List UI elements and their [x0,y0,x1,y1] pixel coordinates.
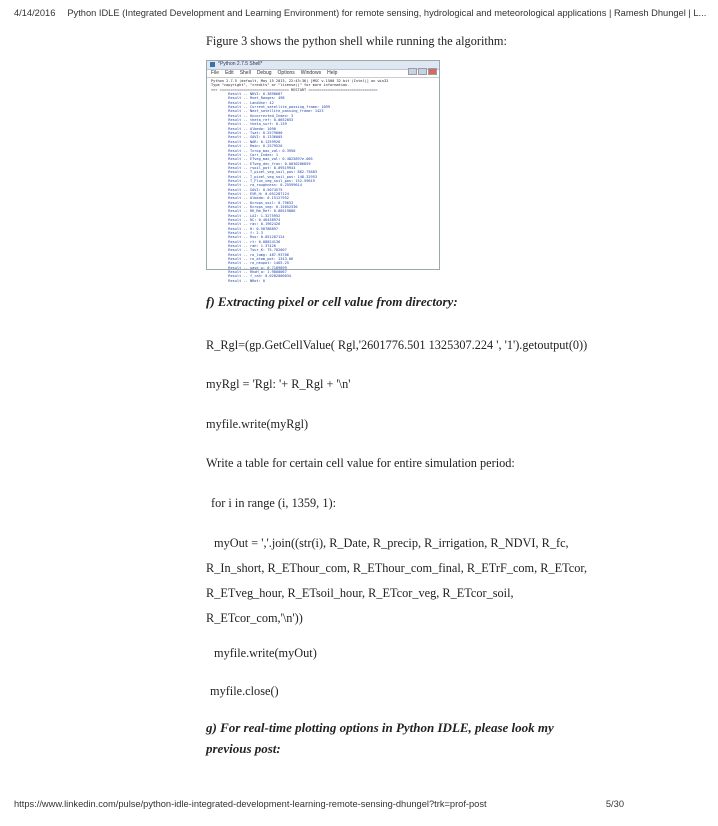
maximize-icon [418,68,427,75]
menu-help: Help [327,70,338,76]
menu-shell: Shell [239,70,251,76]
shell-result-line: Result -- LAI: 1.3275952 [211,213,281,218]
shell-result-line: Result -- Rnet_Ranges: 498 [211,96,285,101]
minimize-icon [408,68,417,75]
shell-result-line: Result -- T_pixel_veg_soil_pos: 148.32953 [211,174,318,179]
shell-result-line: Result -- ra_roughness: 0.25599614 [211,183,302,188]
shell-banner-line: Type "copyright", "credits" or "license()" for more information. [211,83,350,88]
code-line: myfile.write(myOut) [214,646,317,660]
shell-result-line: Result -- RH_Rm_Ref: 0.88519886 [211,209,296,214]
code-line: myRgl = 'Rgl: '+ R_Rgl + '\n' [206,377,351,391]
shell-result-line: Result -- theta_surf: 0.139 [211,122,287,127]
shell-result-line: Result -- Tsur_K: 75.702007 [211,248,287,253]
shell-result-line: Result -- ETveg_dec_frac: 0.0030286859 [211,161,311,166]
shell-result-line: Result -- Tsat: 0.2579000 [211,131,283,136]
shell-result-line: Result -- theta_ref: 0.0652053 [211,118,294,123]
shell-result-line: Result -- ETveg_max_val: 0.4825897e-005 [211,157,313,162]
shell-result-line: Result -- T_Flux_veg_soil_pos: 152.59619 [211,178,315,183]
close-icon [428,68,437,75]
shell-banner-line: Python 2.7.5 (default, May 15 2013, 22:43:36) [MSC v.1500 32 bit (Intel)] on win32 [211,79,389,83]
shell-result-line: Result -- Albedo: 0.15127952 [211,196,289,201]
shell-output [207,78,439,284]
section-f-heading: f) Extracting pixel or cell value from directory: [206,294,458,309]
shell-result-line: Result -- Tcrop_max_val: 0.3950 [211,148,296,153]
shell-title-bar [207,61,439,70]
section-g-heading: previous post: [206,741,281,756]
header-date: 4/14/2016 [14,8,56,18]
shell-result-line: Result -- Current_satellite_passing_frame: 1099 [211,105,330,110]
header-title: Python IDLE (Integrated Development and Learning Environment) for remote sensing, hydrological and meteorological applications | Ramesh Dhungel | L... [67,8,707,18]
section-g-heading: g) For real-time plotting options in Python IDLE, please look my [206,720,554,735]
code-line: R_ETveg_hour, R_ETsoil_hour, R_ETcor_veg, R_ETcor_soil, [206,586,514,600]
footer-page-number: 5/30 [605,799,624,809]
shell-result-line: Result -- T_pixel_veg_soil_pos: 862.75683 [211,170,318,175]
shell-result-line: Result -- Rmin: 0.2579520 [211,144,283,149]
menu-debug: Debug [256,70,272,76]
shell-result-line: Result -- Next_satellite_passing_frame: 1423 [211,109,324,114]
page-header [14,8,707,18]
footer-url: https://www.linkedin.com/pulse/python-idle-integrated-development-learning-remote-sensing-dhungel?trk=prof-post [14,799,487,809]
code-line: myfile.close() [210,684,279,698]
shell-result-line: Result -- f: 2.3 [211,231,263,236]
shell-result-line: Result -- rt: 0.08824136 [211,239,281,244]
shell-result-line: Result -- Uncorrected_Index: 3 [211,113,294,118]
shell-result-line: Result -- rac: 0.1962426 [211,222,281,227]
shell-result-line: Result -- ro_atom_pot: 1343.06 [211,257,294,262]
shell-result-line: Result -- Albedo: 1090 [211,126,276,131]
shell-menu-bar [207,70,439,78]
python-icon [210,62,215,67]
code-line: R_Rgl=(gp.GetCellValue( Rgl,'2601776.501 1325307.224 ', '1').getoutput(0)) [206,338,588,352]
shell-result-line: Result -- RC: 0.46438974 [211,218,281,222]
shell-title: *Python 2.7.5 Shell* [218,61,263,67]
code-line: myfile.write(myRgl) [206,417,309,431]
menu-file: File [211,70,220,76]
shell-result-line: Result -- Kcrops_veg: 0.15052530 [211,204,298,209]
shell-result-line: Result -- ro_neupot: 1465.25 [211,261,289,266]
shell-result-line: Result -- Kcrops_soil: 0.79653 [211,200,294,205]
shell-result-line: Result -- NAR: 0.1259926 [211,139,281,144]
shell-result-line: Result -- NDVI: 0.3890687 [211,92,283,97]
code-line: myOut = ','.join((str(i), R_Date, R_precip, R_irrigation, R_NDVI, R_fc, [214,536,569,550]
shell-result-line: Result -- RhoH_a: 1.9800067 [211,270,287,275]
shell-banner-line: >>> ================================ RESTART ================================ [211,87,378,92]
shell-result-line: Result -- H: 0.58788897 [211,226,279,231]
figure-caption: Figure 3 shows the python shell while running the algorithm: [206,34,507,48]
window-controls [407,62,437,80]
shell-result-line: Result -- Corr_Index: 1 [211,152,279,157]
menu-windows: Windows [300,70,322,76]
shell-result-line: Result -- rah: 1.37426 [211,244,276,249]
menu-options: Options [277,70,295,76]
shell-result-line: Result -- ro_lomg: 487.93706 [211,252,289,257]
page-footer [14,799,624,809]
menu-edit: Edit [225,70,234,76]
shell-result-line: Result -- uave_w: 0.7189899 [211,265,287,270]
code-line: R_ETcor_com,'\n')) [206,611,303,625]
shell-result-line: Result -- EVR_H: 0.051287124 [211,191,289,196]
body-text: Write a table for certain cell value for entire simulation period: [206,456,515,470]
shell-result-line: Result -- rsoil_pot: 0.09519944 [211,165,296,170]
python-shell-screenshot [206,60,440,283]
shell-result-line: Result -- LandUse: 42 [211,100,274,105]
code-line: R_In_short, R_EThour_com, R_EThour_com_final, R_ETrF_com, R_ETcor, [206,561,588,575]
shell-result-line: Result -- SAVI: 0.1336005 [211,135,283,140]
shell-result-line: Result -- Rso: 0.051287124 [211,235,285,240]
code-line: for i in range (i, 1359, 1): [211,496,336,510]
shell-result-line: Result -- f_rah: 0.0282000034 [211,274,292,279]
shell-result-line: Result -- NRot: 0 [211,278,266,283]
shell-result-line: Result -- SAVI: 0.5074575 [211,187,283,192]
